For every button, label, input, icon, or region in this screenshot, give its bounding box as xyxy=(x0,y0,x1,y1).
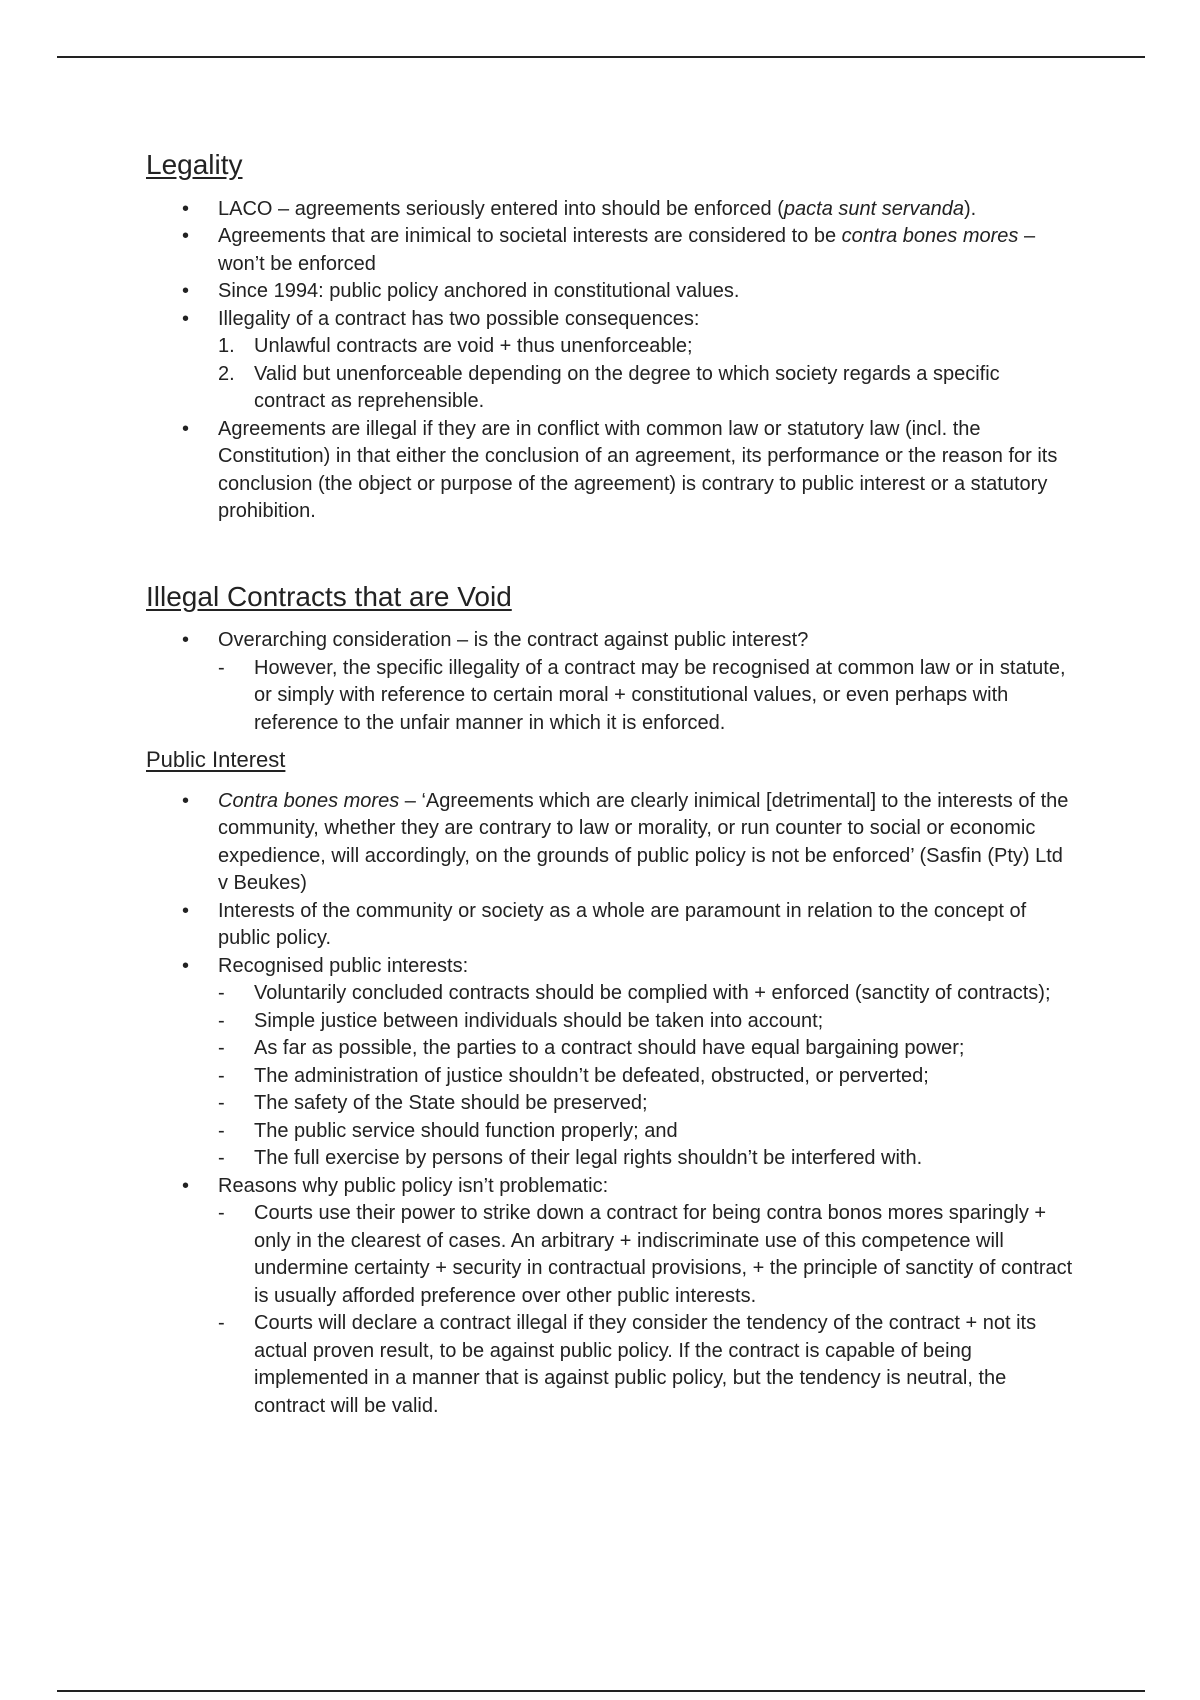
sub-item: - Simple justice between individuals should be taken into account; xyxy=(146,1008,1076,1036)
sub-item: - Courts will declare a contract illegal if they consider the tendency of the contract + not its actual proven result, to be against public policy. If the contract is capable of being implemented in a manner that is against public policy, but the tendency is neutral, the contract will be valid. xyxy=(218,1312,1037,1417)
dash-icon: - xyxy=(218,1119,225,1142)
bottom-rule xyxy=(57,1690,1145,1692)
void-list xyxy=(146,627,1076,737)
list-item: • Interests of the community or society as a whole are paramount in relation to the concept of public policy. xyxy=(182,899,1027,950)
sub-item: - The public service should function properly; and xyxy=(146,1118,1076,1146)
dash-icon: - xyxy=(218,656,225,679)
heading-illegal-void: Illegal Contracts that are Void xyxy=(146,580,512,612)
dash-icon: - xyxy=(218,1202,225,1225)
dash-icon: - xyxy=(218,1092,225,1115)
bullet-icon: • xyxy=(182,789,190,812)
heading-legality: Legality xyxy=(146,149,243,180)
numbered-item: 2. Valid but unenforceable depending on the degree to which society regards a specific contract as reprehensible. xyxy=(218,362,1000,413)
bullet-icon: • xyxy=(182,954,190,977)
sub-item: - The administration of justice shouldn’t be defeated, obstructed, or perverted; xyxy=(146,1063,1076,1091)
sub-item: - As far as possible, the parties to a contract should have equal bargaining power; xyxy=(146,1035,1076,1063)
numbered-item: 1. Unlawful contracts are void + thus unenforceable; xyxy=(146,333,1076,361)
sub-item: - The safety of the State should be preserved; xyxy=(146,1090,1076,1118)
bullet-icon: • xyxy=(182,280,190,303)
list-item: • LACO – agreements seriously entered into should be enforced (pacta sunt servanda). xyxy=(146,196,1076,224)
heading-public-interest: Public Interest xyxy=(146,747,286,773)
dash-icon: - xyxy=(218,1312,225,1335)
list-item: • Agreements are illegal if they are in conflict with common law or statutory law (incl. the Constitution) in that either the conclusion of an agreement, its performance or the reason for its conclusion (the object or purpose of the agreement) is contrary to public interest or a statutory prohibition. xyxy=(182,417,1058,523)
dash-icon: - xyxy=(218,1009,225,1032)
bullet-icon: • xyxy=(182,225,190,248)
bullet-icon: • xyxy=(182,307,190,330)
bullet-icon: • xyxy=(182,899,190,922)
document-body xyxy=(146,148,1076,1420)
bullet-icon: • xyxy=(182,417,190,440)
bullet-icon: • xyxy=(182,197,190,220)
number-marker: 2. xyxy=(218,362,235,385)
bullet-icon: • xyxy=(182,1174,190,1197)
dash-icon: - xyxy=(218,1037,225,1060)
list-item: • Since 1994: public policy anchored in constitutional values. xyxy=(146,278,1076,306)
list-item: • Recognised public interests: xyxy=(146,953,1076,981)
list-item: • Overarching consideration – is the contract against public interest? xyxy=(146,627,1076,655)
sub-item: - Courts use their power to strike down a contract for being contra bonos mores sparingly + only in the clearest of cases. An arbitrary + indiscriminate use of this competence will undermine certainty + security in contractual provisions, + the principle of sanctity of contract is usually afforded preference over other public interests. xyxy=(218,1202,1073,1307)
sub-item: - Voluntarily concluded contracts should be complied with + enforced (sanctity of contracts); xyxy=(146,980,1076,1008)
list-item: • Contra bones mores – ‘Agreements which are clearly inimical [detrimental] to the interests of the community, whether they are contrary to law or morality, or run counter to social or economic expedience, will accordingly, on the grounds of public policy is not be enforced’ (Sasfin (Pty) Ltd v Beukes) xyxy=(182,789,1069,895)
list-item: • Reasons why public policy isn’t problematic: xyxy=(146,1173,1076,1201)
number-marker: 1. xyxy=(218,335,235,358)
dash-icon: - xyxy=(218,1064,225,1087)
top-rule xyxy=(57,56,1145,58)
dash-icon: - xyxy=(218,1147,225,1170)
dash-icon: - xyxy=(218,982,225,1005)
list-item: • Agreements that are inimical to societal interests are considered to be contra bones mores – won’t be enforced xyxy=(182,225,1036,275)
sub-item: - The full exercise by persons of their legal rights shouldn’t be interfered with. xyxy=(146,1145,1076,1173)
sub-item: - However, the specific illegality of a contract may be recognised at common law or in statute, or simply with reference to certain moral + constitutional values, or even perhaps with reference to the unfair manner in which it is enforced. xyxy=(218,656,1066,734)
public-interest-list xyxy=(146,788,1076,1421)
bullet-icon: • xyxy=(182,629,190,652)
list-item: • Illegality of a contract has two possible consequences: xyxy=(146,306,1076,334)
legality-list xyxy=(146,196,1076,526)
